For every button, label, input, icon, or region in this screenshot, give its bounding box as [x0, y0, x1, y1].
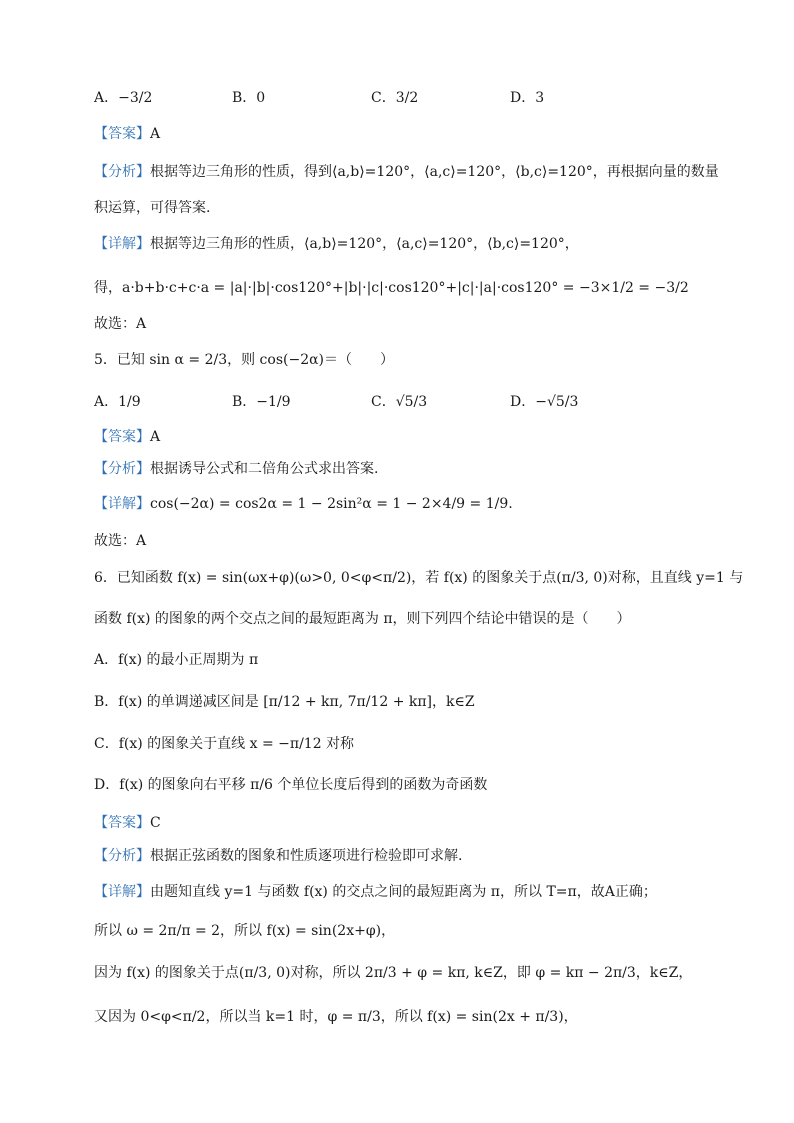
q4-option-b: B．0 — [232, 90, 266, 106]
detail-label: 【详解】 — [94, 236, 150, 252]
detail-label: 【详解】 — [94, 884, 150, 900]
q4-detail-line-2: 得，a·b+b·c+c·a = |a|·|b|·cos120°+|b|·|c|·cos120°+|c|·|a|·cos120° = −3×1/2 = −3/2 — [94, 280, 689, 296]
answer-value: A — [150, 429, 161, 445]
answer-label: 【答案】 — [94, 815, 150, 831]
analysis-text: 根据等边三角形的性质，得到⟨a,b⟩=120°，⟨a,c⟩=120°，⟨b,c⟩=120°，再根据向量的数量 — [150, 164, 719, 180]
q6-analysis — [94, 846, 462, 866]
answer-label: 【答案】 — [94, 429, 150, 445]
q6-option-c: C．f(x) 的图象关于直线 x = −π/12 对称 — [94, 736, 355, 752]
detail-text: 由题知直线 y=1 与函数 f(x) 的交点之间的最短距离为 π，所以 T=π，故A正确； — [150, 884, 657, 900]
q6-answer — [94, 813, 161, 833]
q5-option-b: B．−1/9 — [232, 394, 291, 410]
analysis-label: 【分析】 — [94, 164, 150, 180]
q5-option-a: A．1/9 — [94, 394, 141, 410]
analysis-label: 【分析】 — [94, 461, 150, 477]
detail-label: 【详解】 — [94, 496, 150, 512]
q4-detail-line-1 — [94, 234, 579, 254]
answer-label: 【答案】 — [94, 126, 150, 142]
q5-detail — [94, 494, 513, 514]
q4-choose: 故选：A — [94, 316, 147, 332]
q5-option-d: D．−√5/3 — [510, 394, 579, 410]
q5-stem: 5．已知 sin α = 2/3，则 cos(−2α)＝（ ） — [94, 352, 395, 368]
q5-analysis — [94, 459, 378, 479]
q5-choose: 故选：A — [94, 533, 147, 549]
q4-option-a: A．−3/2 — [94, 90, 153, 106]
q4-answer — [94, 124, 160, 144]
detail-text: cos(−2α) = cos2α = 1 − 2sin²α = 1 − 2×4/9 = 1/9. — [150, 496, 513, 512]
q6-stem-line-2: 函数 f(x) 的图象的两个交点之间的最短距离为 π，则下列四个结论中错误的是（ ） — [94, 611, 631, 627]
detail-text: 根据等边三角形的性质，⟨a,b⟩=120°，⟨a,c⟩=120°，⟨b,c⟩=120°， — [150, 236, 579, 252]
q5-answer — [94, 427, 160, 447]
q4-option-c: C．3/2 — [371, 90, 419, 106]
analysis-label: 【分析】 — [94, 848, 150, 864]
q6-stem-line-1: 6．已知函数 f(x) = sin(ωx+φ)(ω>0, 0<φ<π/2)，若 f(x) 的图象关于点(π/3, 0)对称，且直线 y=1 与 — [94, 570, 744, 586]
q6-option-a: A．f(x) 的最小正周期为 π — [94, 652, 259, 668]
q6-detail-line-3: 因为 f(x) 的图象关于点(π/3, 0)对称，所以 2π/3 + φ = kπ, k∈Z，即 φ = kπ − 2π/3，k∈Z， — [94, 965, 693, 981]
analysis-text: 根据正弦函数的图象和性质逐项进行检验即可求解. — [150, 848, 463, 864]
answer-value: A — [150, 126, 161, 142]
q6-option-b: B．f(x) 的单调递减区间是 [π/12 + kπ, 7π/12 + kπ]，k∈Z — [94, 694, 475, 710]
q4-option-d: D．3 — [510, 90, 545, 106]
q6-detail-line-1 — [94, 882, 657, 902]
q4-analysis-line-1 — [94, 162, 719, 182]
q6-detail-line-2: 所以 ω = 2π/π = 2，所以 f(x) = sin(2x+φ)， — [94, 923, 396, 939]
answer-value: C — [150, 815, 161, 831]
q6-option-d: D．f(x) 的图象向右平移 π/6 个单位长度后得到的函数为奇函数 — [94, 777, 488, 793]
q6-detail-line-4: 又因为 0<φ<π/2，所以当 k=1 时，φ = π/3，所以 f(x) = sin(2x + π/3)， — [94, 1009, 578, 1025]
q5-option-c: C．√5/3 — [371, 394, 428, 410]
q4-analysis-line-2: 积运算，可得答案. — [94, 200, 211, 216]
analysis-text: 根据诱导公式和二倍角公式求出答案. — [150, 461, 379, 477]
